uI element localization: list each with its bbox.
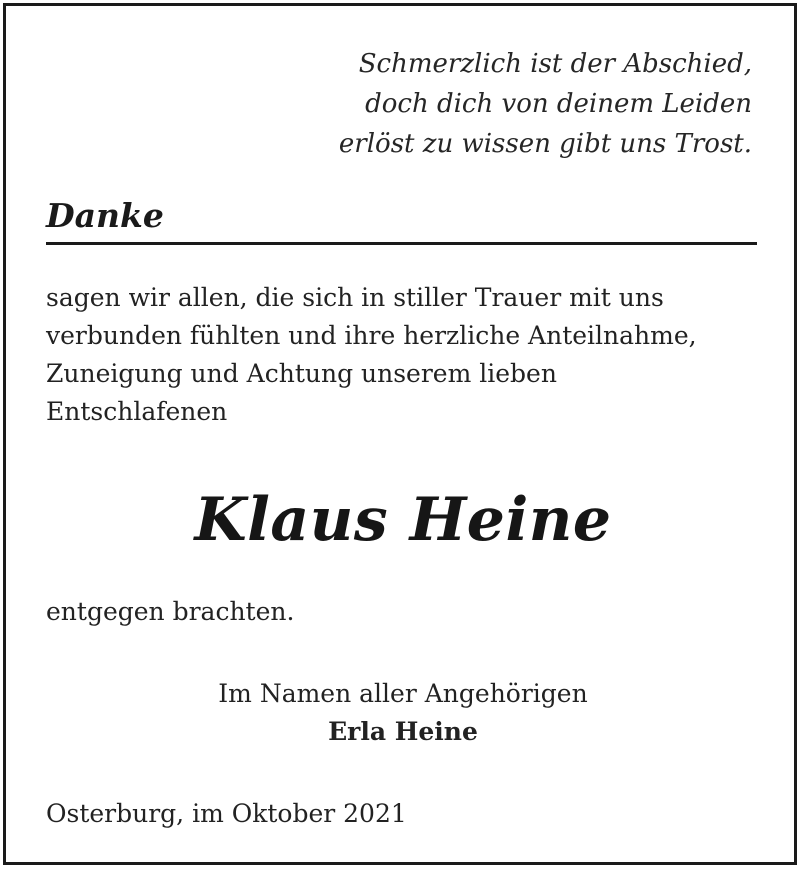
verse-line: Schmerzlich ist der Abschied, — [358, 49, 752, 79]
signoff-intro: Im Namen aller Angehörigen — [218, 679, 588, 708]
closing-text: entgegen brachten. — [46, 597, 295, 626]
memorial-verse — [339, 44, 752, 164]
thanks-text — [46, 279, 766, 431]
place-date: Osterburg, im Oktober 2021 — [46, 799, 407, 828]
thanks-heading: Danke — [46, 196, 164, 235]
notice-frame — [3, 3, 797, 865]
heading-divider — [46, 242, 757, 245]
verse-line: doch dich von deinem Leiden — [365, 89, 752, 119]
thanks-text-line: verbunden fühlten und ihre herzliche Anteilnahme, — [46, 321, 697, 350]
thanks-text-line: Entschlafenen — [46, 397, 228, 426]
verse-line: erlöst zu wissen gibt uns Trost. — [338, 129, 752, 159]
thanks-text-line: Zuneigung und Achtung unserem lieben — [46, 359, 557, 388]
deceased-name: Klaus Heine — [194, 485, 612, 555]
thanks-text-line: sagen wir allen, die sich in stiller Trauer mit uns — [46, 283, 664, 312]
signoff-block — [6, 675, 800, 751]
signoff-name: Erla Heine — [328, 717, 478, 746]
